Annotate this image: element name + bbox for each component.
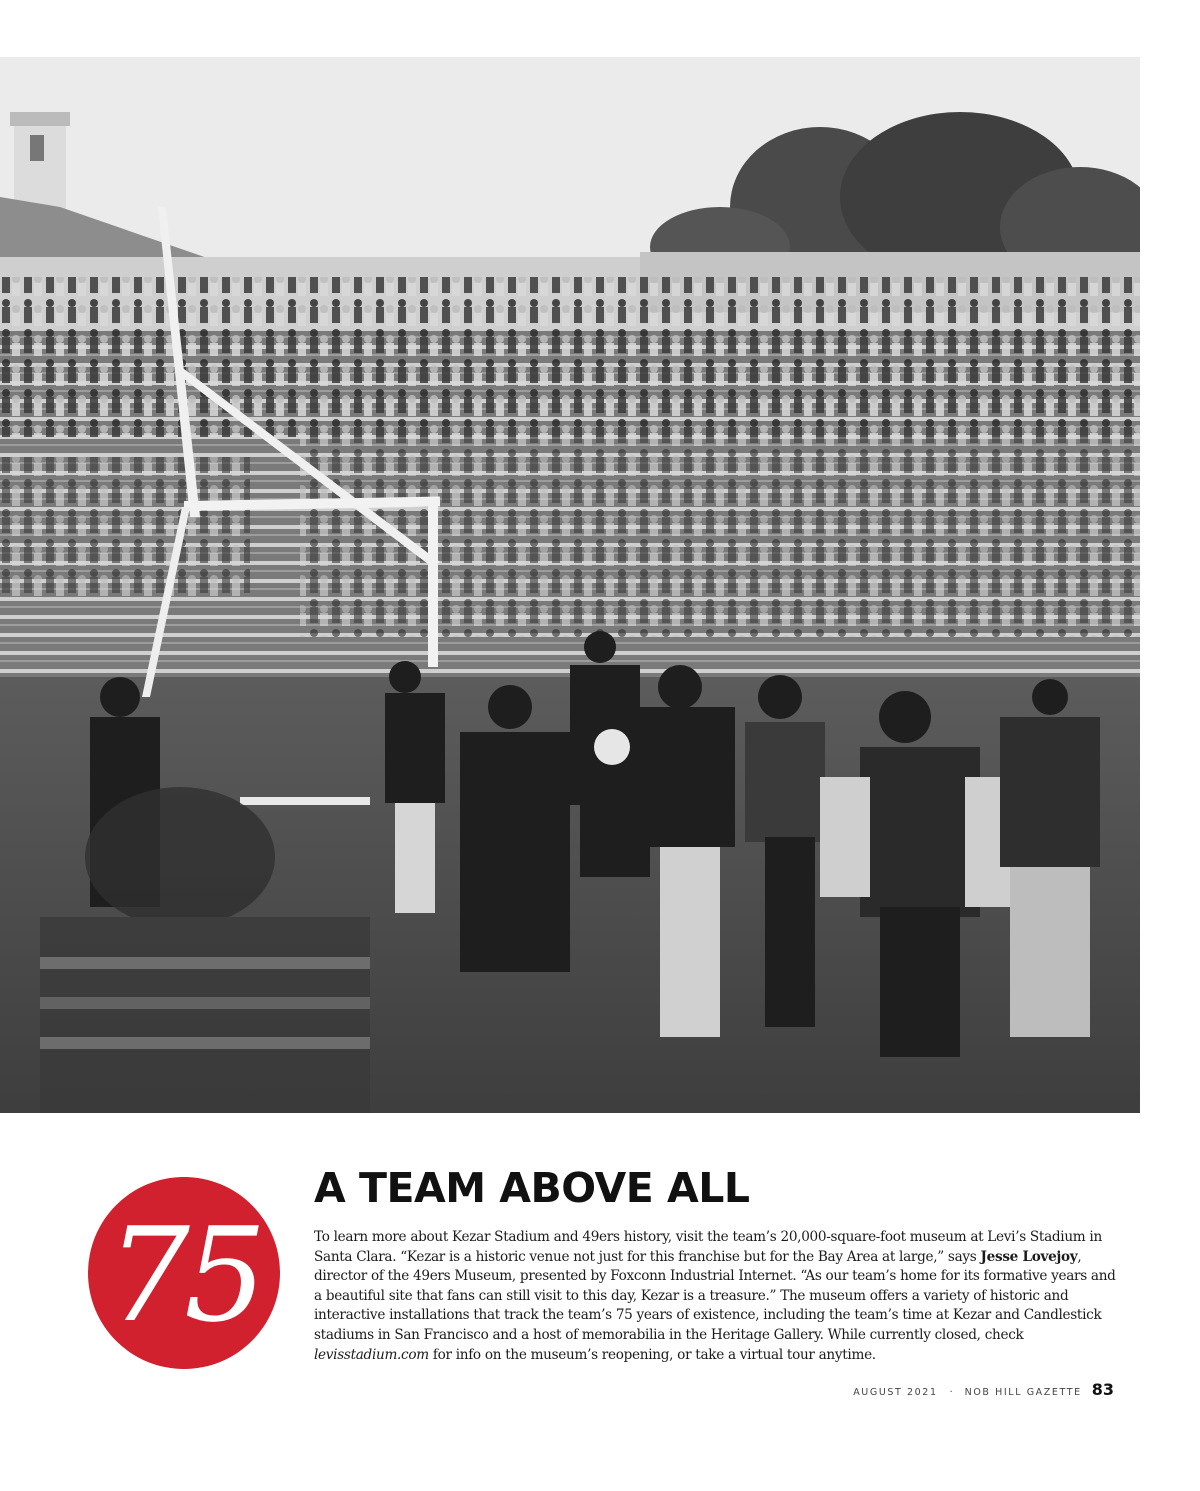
- issue-date: AUGUST 2021: [853, 1387, 938, 1398]
- body-part-1: To learn more about Kezar Stadium and 49ers history, visit the team’s 20,000-square-foot museum at Levi’s Stadium in Santa Clara. “Kezar is a historic venue not just for this franchise but for the Bay Area at large,” says: [314, 1229, 1102, 1265]
- museum-link[interactable]: levisstadium.com: [314, 1346, 429, 1363]
- article-body: [314, 1228, 1124, 1365]
- publication-name: NOB HILL GAZETTE: [964, 1387, 1082, 1398]
- body-part-3: for info on the museum’s reopening, or take a virtual tour anytime.: [428, 1346, 876, 1363]
- person-name: Jesse Lovejoy: [980, 1248, 1078, 1265]
- page-footer: [853, 1380, 1114, 1399]
- page-number: 83: [1091, 1380, 1114, 1399]
- stadium-crowd-photo: [0, 57, 1140, 1113]
- seventy-five-anniversary-badge: [86, 1175, 282, 1371]
- badge-number: 75: [107, 1199, 261, 1351]
- article-headline: A TEAM ABOVE ALL: [314, 1164, 750, 1212]
- vintage-stadium-crowd-photo-icon: [0, 57, 1140, 1113]
- body-part-2: , director of the 49ers Museum, presented by Foxconn Industrial Internet. “As our team’s home for its formative years and a beautiful site that fans can still visit to this day, Kezar is a treasure.” The museum offers a variety of historic and interactive installations that track the team’s 75 years of existence, including the team’s time at Kezar and Candlestick stadiums in San Francisco and a host of memorabilia in the Heritage Gallery. While currently closed, check: [314, 1248, 1116, 1343]
- footer-separator: ·: [949, 1387, 953, 1398]
